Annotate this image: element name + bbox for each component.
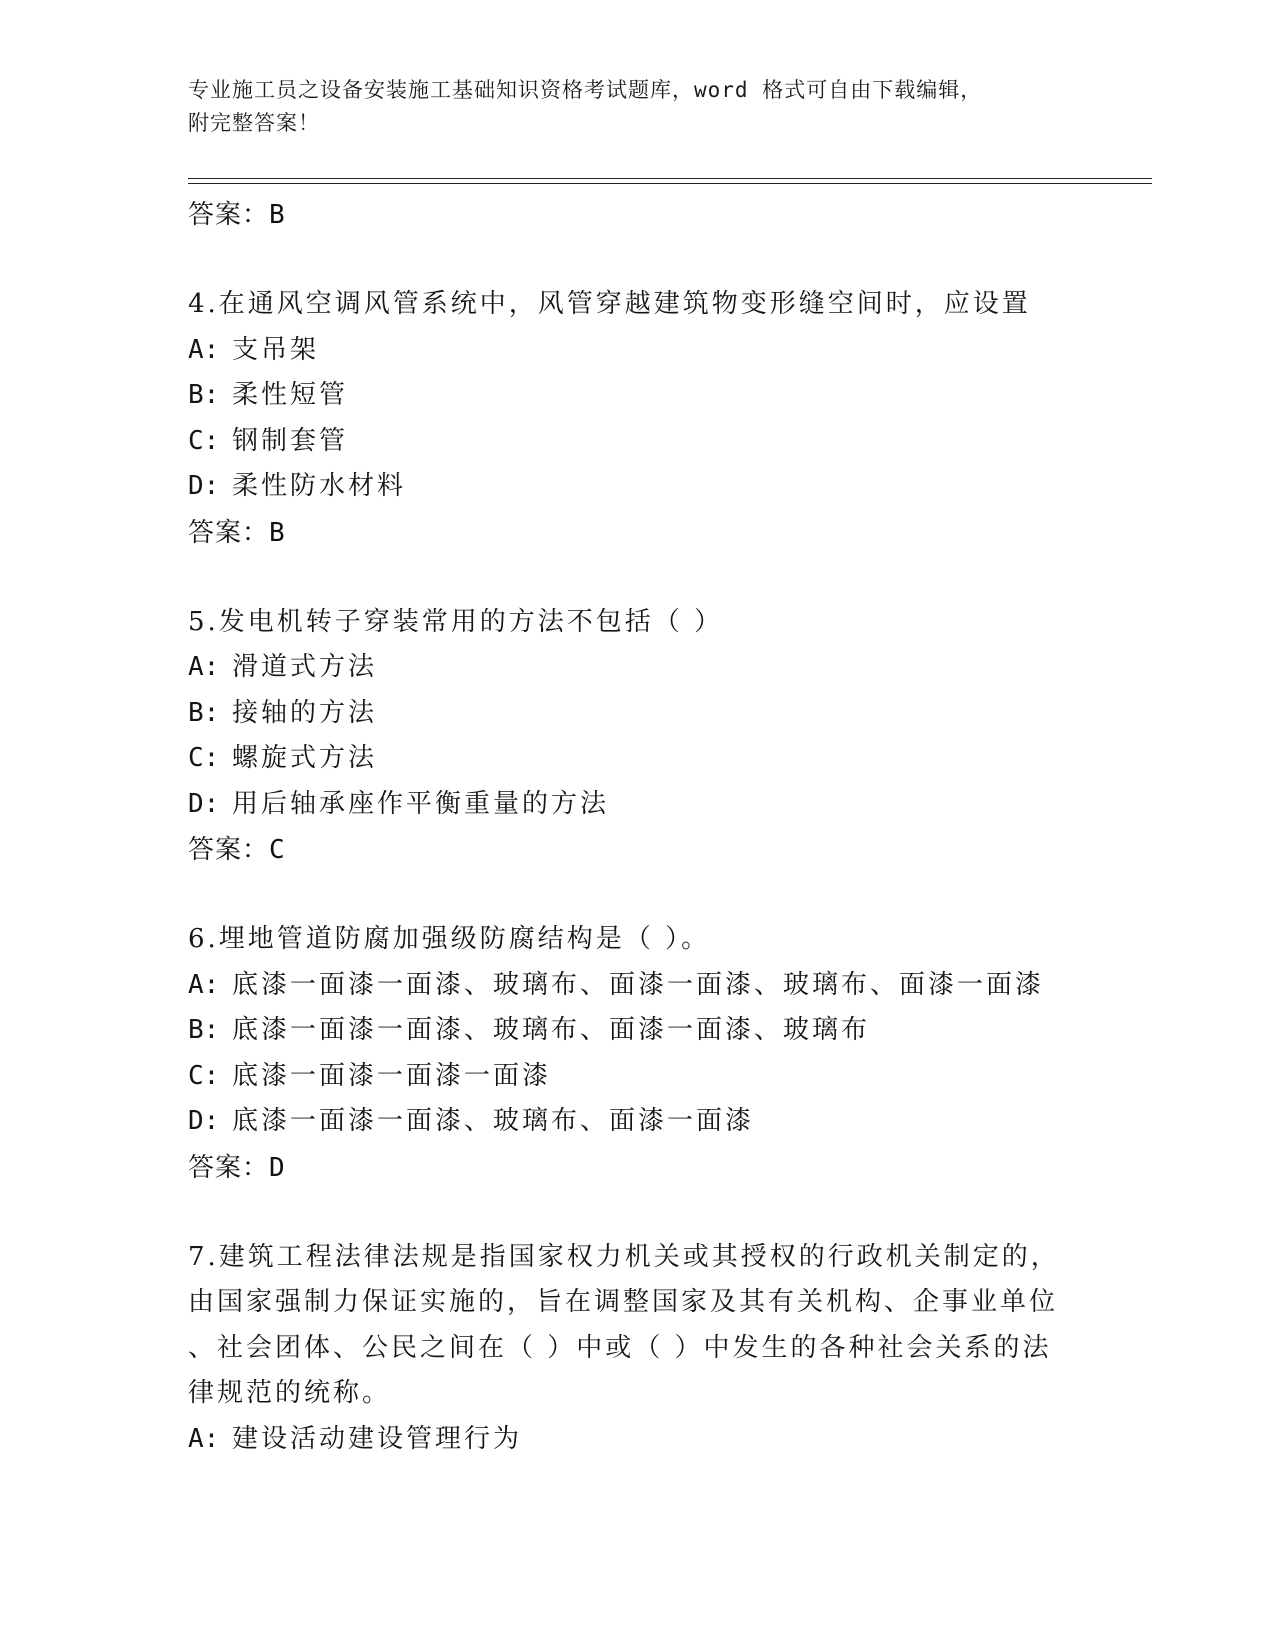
answer-line [188, 827, 1088, 873]
question-block [188, 917, 1088, 1191]
option-text: 底漆一面漆一面漆、玻璃布、面漆一面漆 [232, 1106, 755, 1136]
question-block [188, 282, 1088, 556]
option-text: 柔性短管 [232, 380, 349, 410]
question-stem: 6.埋地管道防腐加强级防腐结构是（ ）。 [188, 924, 711, 954]
question-stem-line: 7.建筑工程法律法规是指国家权力机关或其授权的行政机关制定的， [188, 1241, 1060, 1272]
header-line-2: 附完整答案！ [188, 111, 320, 135]
option-key: D: [188, 788, 220, 819]
option-text: 底漆一面漆一面漆、玻璃布、面漆一面漆、玻璃布 [232, 1015, 871, 1045]
option-d [188, 1099, 1088, 1145]
answer-label: 答案： [188, 200, 270, 230]
option-text: 底漆一面漆一面漆、玻璃布、面漆一面漆、玻璃布、面漆一面漆 [232, 969, 1045, 1000]
document-header [188, 74, 1068, 140]
option-text: 用后轴承座作平衡重量的方法 [232, 788, 610, 819]
option-key: C: [188, 1060, 220, 1091]
answer-label: 答案： [188, 1152, 270, 1183]
option-key: A: [188, 334, 220, 365]
option-c [188, 1054, 1088, 1100]
option-text: 滑道式方法 [232, 652, 378, 682]
option-d [188, 782, 1088, 828]
option-text: 底漆一面漆一面漆一面漆 [232, 1060, 552, 1091]
answer-line [188, 1145, 1088, 1191]
header-divider [188, 178, 1152, 184]
option-text: 支吊架 [232, 334, 320, 365]
option-a [188, 645, 1088, 691]
option-a [188, 328, 1088, 374]
option-key: B: [188, 697, 220, 728]
option-key: A: [188, 969, 220, 1000]
question-stem-line: 律规范的统称。 [188, 1378, 392, 1408]
answer-value: B [269, 200, 286, 230]
option-d [188, 464, 1088, 510]
question-block [188, 600, 1088, 874]
answer-label: 答案： [188, 835, 270, 865]
answer-line [188, 192, 1088, 238]
question-stem-line: 、社会团体、公民之间在（ ）中或（ ）中发生的各种社会关系的法 [188, 1332, 1052, 1363]
answer-value: B [269, 517, 286, 548]
option-a [188, 1417, 1088, 1463]
option-key: A: [188, 1423, 220, 1454]
question-stem-line: 由国家强制力保证实施的，旨在调整国家及其有关机构、企事业单位 [188, 1287, 1059, 1317]
option-key: D: [188, 471, 220, 501]
answer-value: C [269, 835, 286, 865]
option-a [188, 963, 1088, 1009]
option-key: C: [188, 743, 220, 773]
option-key: B: [188, 380, 220, 410]
option-text: 建设活动建设管理行为 [232, 1423, 523, 1454]
answer-value: D [269, 1152, 286, 1183]
option-c [188, 419, 1088, 465]
question-list [188, 192, 1088, 1462]
option-b [188, 691, 1088, 737]
question-block [188, 1235, 1088, 1463]
option-text: 接轴的方法 [232, 697, 378, 728]
answer-label: 答案： [188, 517, 270, 548]
option-key: A: [188, 652, 220, 682]
option-b [188, 373, 1088, 419]
option-key: C: [188, 425, 220, 456]
question-stem: 5.发电机转子穿装常用的方法不包括（ ） [188, 606, 724, 637]
question-stem: 4.在通风空调风管系统中，风管穿越建筑物变形缝空间时，应设置 [188, 289, 1031, 319]
answer-line [188, 510, 1088, 556]
option-key: D: [188, 1106, 220, 1136]
option-text: 螺旋式方法 [232, 743, 378, 773]
option-c [188, 736, 1088, 782]
option-b [188, 1008, 1088, 1054]
option-key: B: [188, 1015, 220, 1045]
option-text: 柔性防水材料 [232, 471, 407, 501]
option-text: 钢制套管 [232, 425, 349, 456]
header-line-1: 专业施工员之设备安装施工基础知识资格考试题库，word 格式可自由下载编辑， [188, 78, 983, 102]
